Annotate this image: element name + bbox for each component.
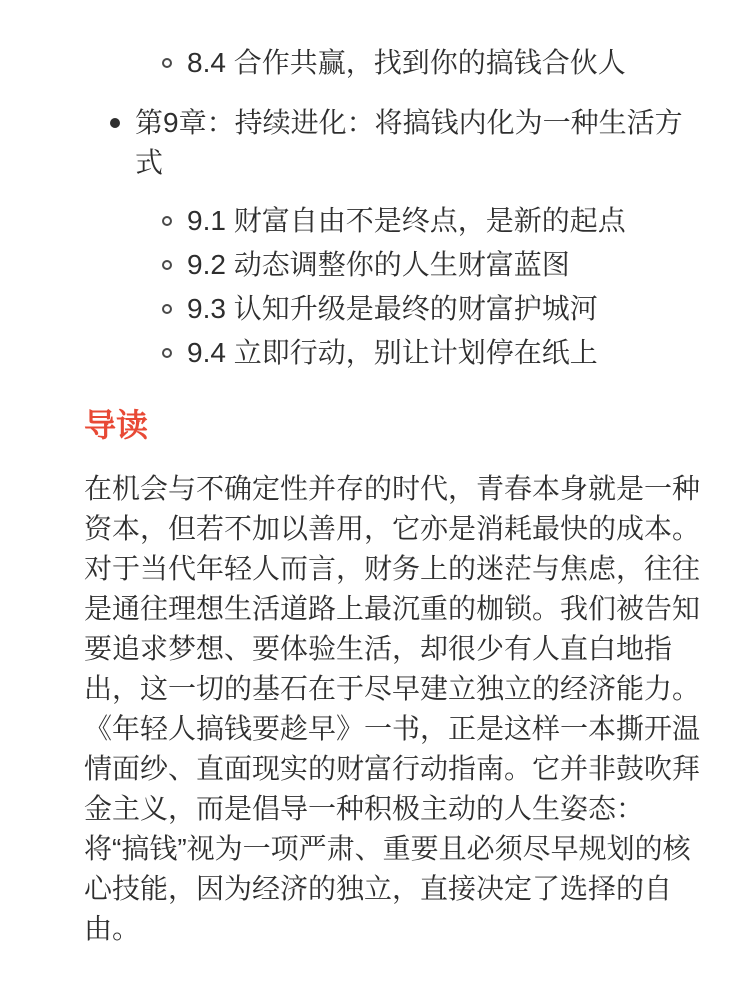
toc-subitem-9-4 [0, 331, 690, 375]
toc-subitem-label: 9.2 动态调整你的人生财富蓝图 [187, 249, 570, 280]
table-of-contents [0, 41, 750, 375]
guide-paragraph [84, 469, 706, 949]
toc-subitem-9-2 [0, 243, 690, 287]
circle-bullet-icon [162, 216, 172, 226]
circle-bullet-icon [162, 58, 172, 68]
toc-subitem-label: 9.1 财富自由不是终点，是新的起点 [187, 205, 626, 236]
toc-subitem-label: 9.3 认知升级是最终的财富护城河 [187, 293, 598, 324]
toc-chapter-label: 第9章：持续进化：将搞钱内化为一种生活方式 [135, 107, 683, 178]
toc-subitem-9-3 [0, 287, 690, 331]
toc-subitem-label: 8.4 合作共赢，找到你的搞钱合伙人 [187, 47, 626, 78]
circle-bullet-icon [162, 260, 172, 270]
guide-section-heading: 导读 [84, 407, 149, 443]
guide-paragraph-part-1: 在机会与不确定性并存的时代，青春本身就是一种资本，但若不加以善用，它亦是消耗最快的成本。对于当代年轻人而言，财务上的迷茫与焦虑，往往是通往理想生活道路上最沉重的枷锁。我们被告知要追求梦想、要体验生活，却很少有人直白地指出，这一切的基石在于尽早建立独立的经济能力。《年轻人搞钱要趁早》一书，正是这样一本撕开温情面纱、直面现实的财富行动指南。它并非鼓吹拜金主义，而是倡导一种积极主动的人生姿态： [84, 473, 701, 824]
toc-subitem-label: 9.4 立即行动，别让计划停在纸上 [187, 337, 598, 368]
disc-bullet-icon [110, 118, 120, 128]
circle-bullet-icon [162, 304, 172, 314]
toc-chapter-9 [0, 85, 690, 199]
toc-subitem-8-4 [0, 41, 690, 85]
circle-bullet-icon [162, 348, 172, 358]
guide-paragraph-part-2: 将“搞钱”视为一项严肃、重要且必须尽早规划的核心技能，因为经济的独立，直接决定了选择的自由。 [84, 833, 691, 944]
toc-subitem-9-1 [0, 199, 690, 243]
